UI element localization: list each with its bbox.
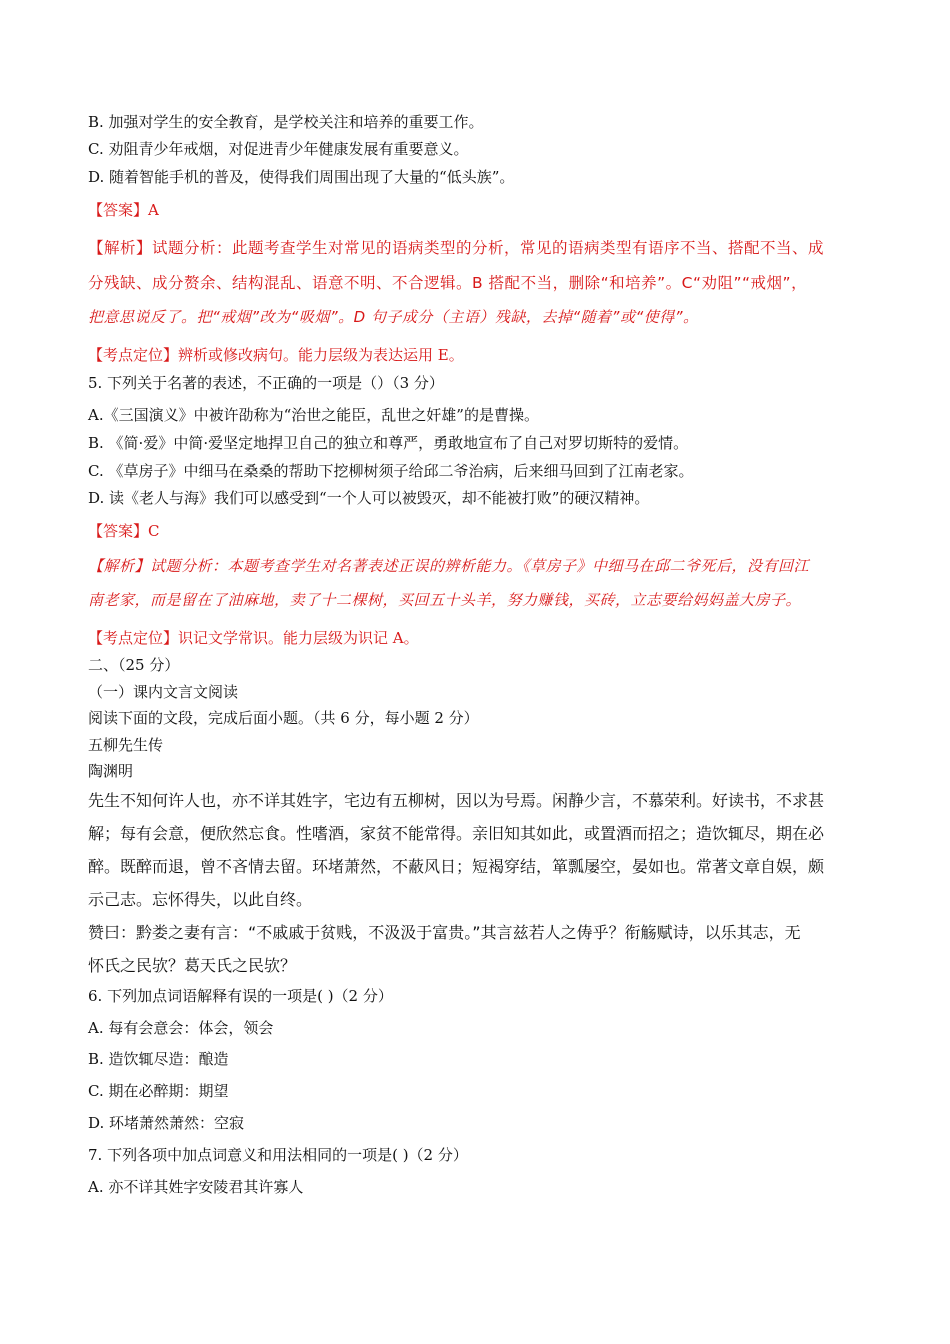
q5-option-d: D. 读《老人与海》我们可以感受到“一个人可以被毁灭，却不能被打败”的硬汉精神。 <box>88 489 650 507</box>
q5-stem: 5. 下列关于名著的表述，不正确的一项是（）（3 分） <box>88 374 444 392</box>
passage-p1-line4: 示己志。忘怀得失，以此自终。 <box>88 890 313 909</box>
q5-kaodian: 【考点定位】识记文学常识。能力层级为识记 A。 <box>88 629 419 647</box>
section2-subheading: （一）课内文言文阅读 <box>88 683 239 701</box>
passage-author: 陶渊明 <box>88 762 134 780</box>
passage-p2-line1: 赞曰：黔娄之妻有言：“不戚戚于贫贱，不汲汲于富贵。”其言兹若人之俦乎？衔觞赋诗，以乐其志，无 <box>88 923 801 942</box>
passage-p1-line3: 醉。既醉而退，曾不吝情去留。环堵萧然，不蔽风日；短褐穿结，箪瓢屡空，晏如也。常著文章自娱，颇 <box>88 857 825 876</box>
passage-p2-line2: 怀氏之民欤？葛天氏之民欤？ <box>88 956 297 975</box>
q4-analysis-line3: 把意思说反了。把“戒烟”改为“吸烟”。D 句子成分（主语）残缺，去掉“随着”或“使得”。 <box>88 308 699 326</box>
q4-analysis-line1: 【解析】试题分析：此题考查学生对常见的语病类型的分析，常见的语病类型有语序不当、搭配不当、成 <box>88 239 825 257</box>
q5-option-b: B. 《简·爱》中简·爱坚定地捍卫自己的独立和尊严，勇敢地宣布了自己对罗切斯特的爱情。 <box>88 434 689 452</box>
passage-p1-line1: 先生不知何许人也，亦不详其姓字，宅边有五柳树，因以为号焉。闲静少言，不慕荣利。好读书，不求甚 <box>88 791 825 810</box>
q5-answer: 【答案】C <box>88 522 160 540</box>
q4-option-d: D. 随着智能手机的普及，使得我们周围出现了大量的“低头族”。 <box>88 168 515 186</box>
q4-kaodian: 【考点定位】辨析或修改病句。能力层级为表达运用 E。 <box>88 346 464 364</box>
q6-stem: 6. 下列加点词语解释有误的一项是( )（2 分） <box>88 987 393 1005</box>
q4-analysis-line2: 分残缺、成分赘余、结构混乱、语意不明、不合逻辑。B 搭配不当，删除“和培养”。C“劝阻”“戒烟”， <box>88 274 808 292</box>
q6-option-b: B. 造饮辄尽造：酿造 <box>88 1050 229 1068</box>
q5-analysis-line2: 南老家，而是留在了油麻地，卖了十二棵树，买回五十头羊，努力赚钱，买砖，立志要给妈妈盖大房子。 <box>88 591 802 609</box>
passage-p1-line2: 解；每有会意，便欣然忘食。性嗜酒，家贫不能常得。亲旧知其如此，或置酒而招之；造饮辄尽，期在必 <box>88 824 825 843</box>
q6-option-d: D. 环堵萧然萧然：空寂 <box>88 1114 245 1132</box>
q4-option-b: B. 加强对学生的安全教育，是学校关注和培养的重要工作。 <box>88 113 484 131</box>
q5-option-c: C. 《草房子》中细马在桑桑的帮助下挖柳树须子给邱二爷治病，后来细马回到了江南老家。 <box>88 462 694 480</box>
q6-option-c: C. 期在必醉期：期望 <box>88 1082 229 1100</box>
passage-title: 五柳先生传 <box>88 736 164 754</box>
q7-option-a: A. 亦不详其姓字安陵君其许寡人 <box>88 1178 304 1196</box>
section2-heading: 二、（25 分） <box>88 656 180 674</box>
q6-option-a: A. 每有会意会：体会，领会 <box>88 1019 274 1037</box>
section2-instruction: 阅读下面的文段，完成后面小题。（共 6 分，每小题 2 分） <box>88 709 479 727</box>
q5-analysis-line1: 【解析】试题分析：本题考查学生对名著表述正误的辨析能力。《草房子》中细马在邱二爷死后，没有回江 <box>88 557 810 575</box>
q4-option-c: C. 劝阻青少年戒烟，对促进青少年健康发展有重要意义。 <box>88 140 469 158</box>
q7-stem: 7. 下列各项中加点词意义和用法相同的一项是( )（2 分） <box>88 1146 468 1164</box>
q5-option-a: A.《三国演义》中被许劭称为“治世之能臣，乱世之奸雄”的是曹操。 <box>88 406 539 424</box>
q4-answer: 【答案】A <box>88 201 159 219</box>
